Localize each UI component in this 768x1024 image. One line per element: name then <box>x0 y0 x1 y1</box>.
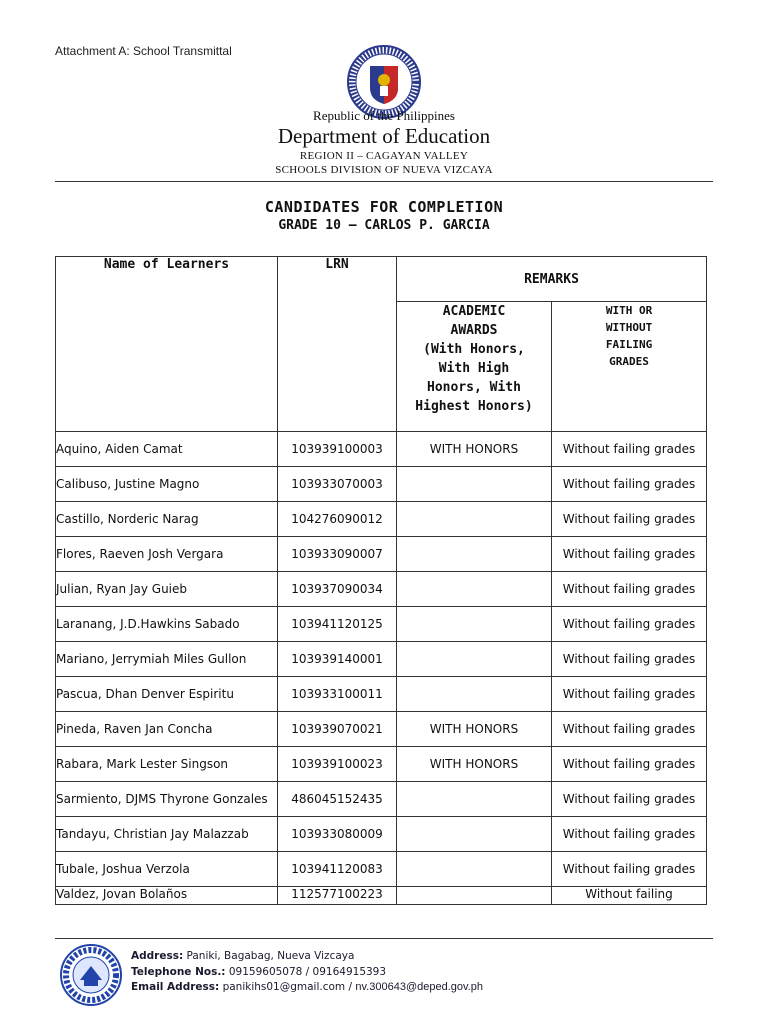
table-row <box>56 782 707 817</box>
learners-table <box>55 256 707 905</box>
learner-lrn: 103939100003 <box>278 432 397 467</box>
learner-status <box>552 887 707 905</box>
col-header-failing-text: WITH OR WITHOUT FAILING GRADES <box>605 304 653 368</box>
learner-name: Pineda, Raven Jan Concha <box>56 712 278 747</box>
learner-award: WITH HONORS <box>397 432 552 467</box>
learner-lrn: 103941120083 <box>278 852 397 887</box>
learner-name: Flores, Raeven Josh Vergara <box>56 537 278 572</box>
document-title: CANDIDATES FOR COMPLETION <box>264 198 504 216</box>
learner-name: Pascua, Dhan Denver Espiritu <box>56 677 278 712</box>
learner-status: Without failing grades <box>552 782 707 817</box>
table-row <box>56 747 707 782</box>
col-header-lrn: LRN <box>278 257 397 432</box>
learner-name: Sarmiento, DJMS Thyrone Gonzales <box>56 782 278 817</box>
learner-name: Tandayu, Christian Jay Malazzab <box>56 817 278 852</box>
learner-name: Mariano, Jerrymiah Miles Gullon <box>56 642 278 677</box>
learner-name: Aquino, Aiden Camat <box>56 432 278 467</box>
table-row <box>56 852 707 887</box>
table-row <box>56 467 707 502</box>
header-region: REGION II – CAGAYAN VALLEY <box>299 150 469 162</box>
learner-lrn: 103933070003 <box>278 467 397 502</box>
col-header-awards <box>397 302 552 432</box>
learner-lrn: 112577100223 <box>278 887 397 905</box>
col-header-failing <box>552 302 707 432</box>
footer-phone <box>131 966 386 978</box>
learner-status: Without failing grades <box>552 817 707 852</box>
learner-status: Without failing grades <box>552 852 707 887</box>
address-value: Paniki, Bagabag, Nueva Vizcaya <box>186 950 355 962</box>
learner-lrn: 103939100023 <box>278 747 397 782</box>
learner-status: Without failing grades <box>552 537 707 572</box>
school-logo-icon <box>60 944 122 1006</box>
learner-status: Without failing grades <box>552 712 707 747</box>
learner-status: Without failing grades <box>552 572 707 607</box>
header-division: SCHOOLS DIVISION OF NUEVA VIZCAYA <box>275 164 493 176</box>
learner-award <box>397 607 552 642</box>
table-row <box>56 502 707 537</box>
learner-award <box>397 467 552 502</box>
phone-label: Telephone Nos.: <box>131 966 226 978</box>
learner-name: Calibuso, Justine Magno <box>56 467 278 502</box>
email-value: panikihs01@gmail.com <box>222 981 346 993</box>
learner-lrn: 103939140001 <box>278 642 397 677</box>
learner-name: Castillo, Norderic Narag <box>56 502 278 537</box>
address-label: Address: <box>131 950 184 962</box>
learner-status: Without failing grades <box>552 607 707 642</box>
learner-status: Without failing grades <box>552 502 707 537</box>
learner-status: Without failing grades <box>552 677 707 712</box>
learner-name: Julian, Ryan Jay Guieb <box>56 572 278 607</box>
col-header-remarks: REMARKS <box>397 257 707 302</box>
learner-lrn: 103937090034 <box>278 572 397 607</box>
header-divider <box>55 181 713 182</box>
email-value-2: nv.300643@deped.gov.ph <box>355 981 483 993</box>
learner-award <box>397 677 552 712</box>
col-header-name: Name of Learners <box>56 257 278 432</box>
learner-award <box>397 782 552 817</box>
table-row <box>56 712 707 747</box>
learner-award <box>397 642 552 677</box>
attachment-label: Attachment A: School Transmittal <box>55 44 232 58</box>
email-separator: / <box>345 981 356 993</box>
learner-lrn: 103933080009 <box>278 817 397 852</box>
phone-value: 09159605078 / 09164915393 <box>228 966 387 978</box>
learner-award <box>397 572 552 607</box>
learner-award <box>397 537 552 572</box>
table-row <box>56 432 707 467</box>
table-row <box>56 537 707 572</box>
learner-award <box>397 852 552 887</box>
learner-name: Rabara, Mark Lester Singson <box>56 747 278 782</box>
learner-status: Without failing grades <box>552 642 707 677</box>
table-row <box>56 572 707 607</box>
table-row <box>56 887 707 905</box>
table-row <box>56 642 707 677</box>
learner-lrn: 103933090007 <box>278 537 397 572</box>
table-row <box>56 677 707 712</box>
learner-lrn: 103933100011 <box>278 677 397 712</box>
footer-email <box>131 981 483 993</box>
learner-name: Valdez, Jovan Bolaños <box>56 887 278 905</box>
email-label: Email Address: <box>131 981 220 993</box>
learner-name: Laranang, J.D.Hawkins Sabado <box>56 607 278 642</box>
table-row <box>56 607 707 642</box>
learner-name: Tubale, Joshua Verzola <box>56 852 278 887</box>
learner-award: WITH HONORS <box>397 712 552 747</box>
footer-address <box>131 950 354 962</box>
learner-lrn: 104276090012 <box>278 502 397 537</box>
learner-award <box>397 502 552 537</box>
learner-status: Without failing grades <box>552 747 707 782</box>
learner-status: Without failing grades <box>552 432 707 467</box>
learner-lrn: 486045152435 <box>278 782 397 817</box>
table-row <box>56 817 707 852</box>
document-subtitle: GRADE 10 – CARLOS P. GARCIA <box>278 218 490 233</box>
learner-award <box>397 817 552 852</box>
learner-lrn: 103939070021 <box>278 712 397 747</box>
header-republic: Republic of the Philippines <box>313 108 455 123</box>
learner-award: WITH HONORS <box>397 747 552 782</box>
learner-award <box>397 887 552 905</box>
learner-status: Without failing grades <box>552 467 707 502</box>
header-department: Department of Education <box>277 124 491 148</box>
learner-status-text: Without failing <box>585 887 673 901</box>
footer-divider <box>55 938 713 939</box>
col-header-awards-text: ACADEMIC AWARDS (With Honors, With High Honors, With Highest Honors) <box>415 304 533 414</box>
learner-lrn: 103941120125 <box>278 607 397 642</box>
